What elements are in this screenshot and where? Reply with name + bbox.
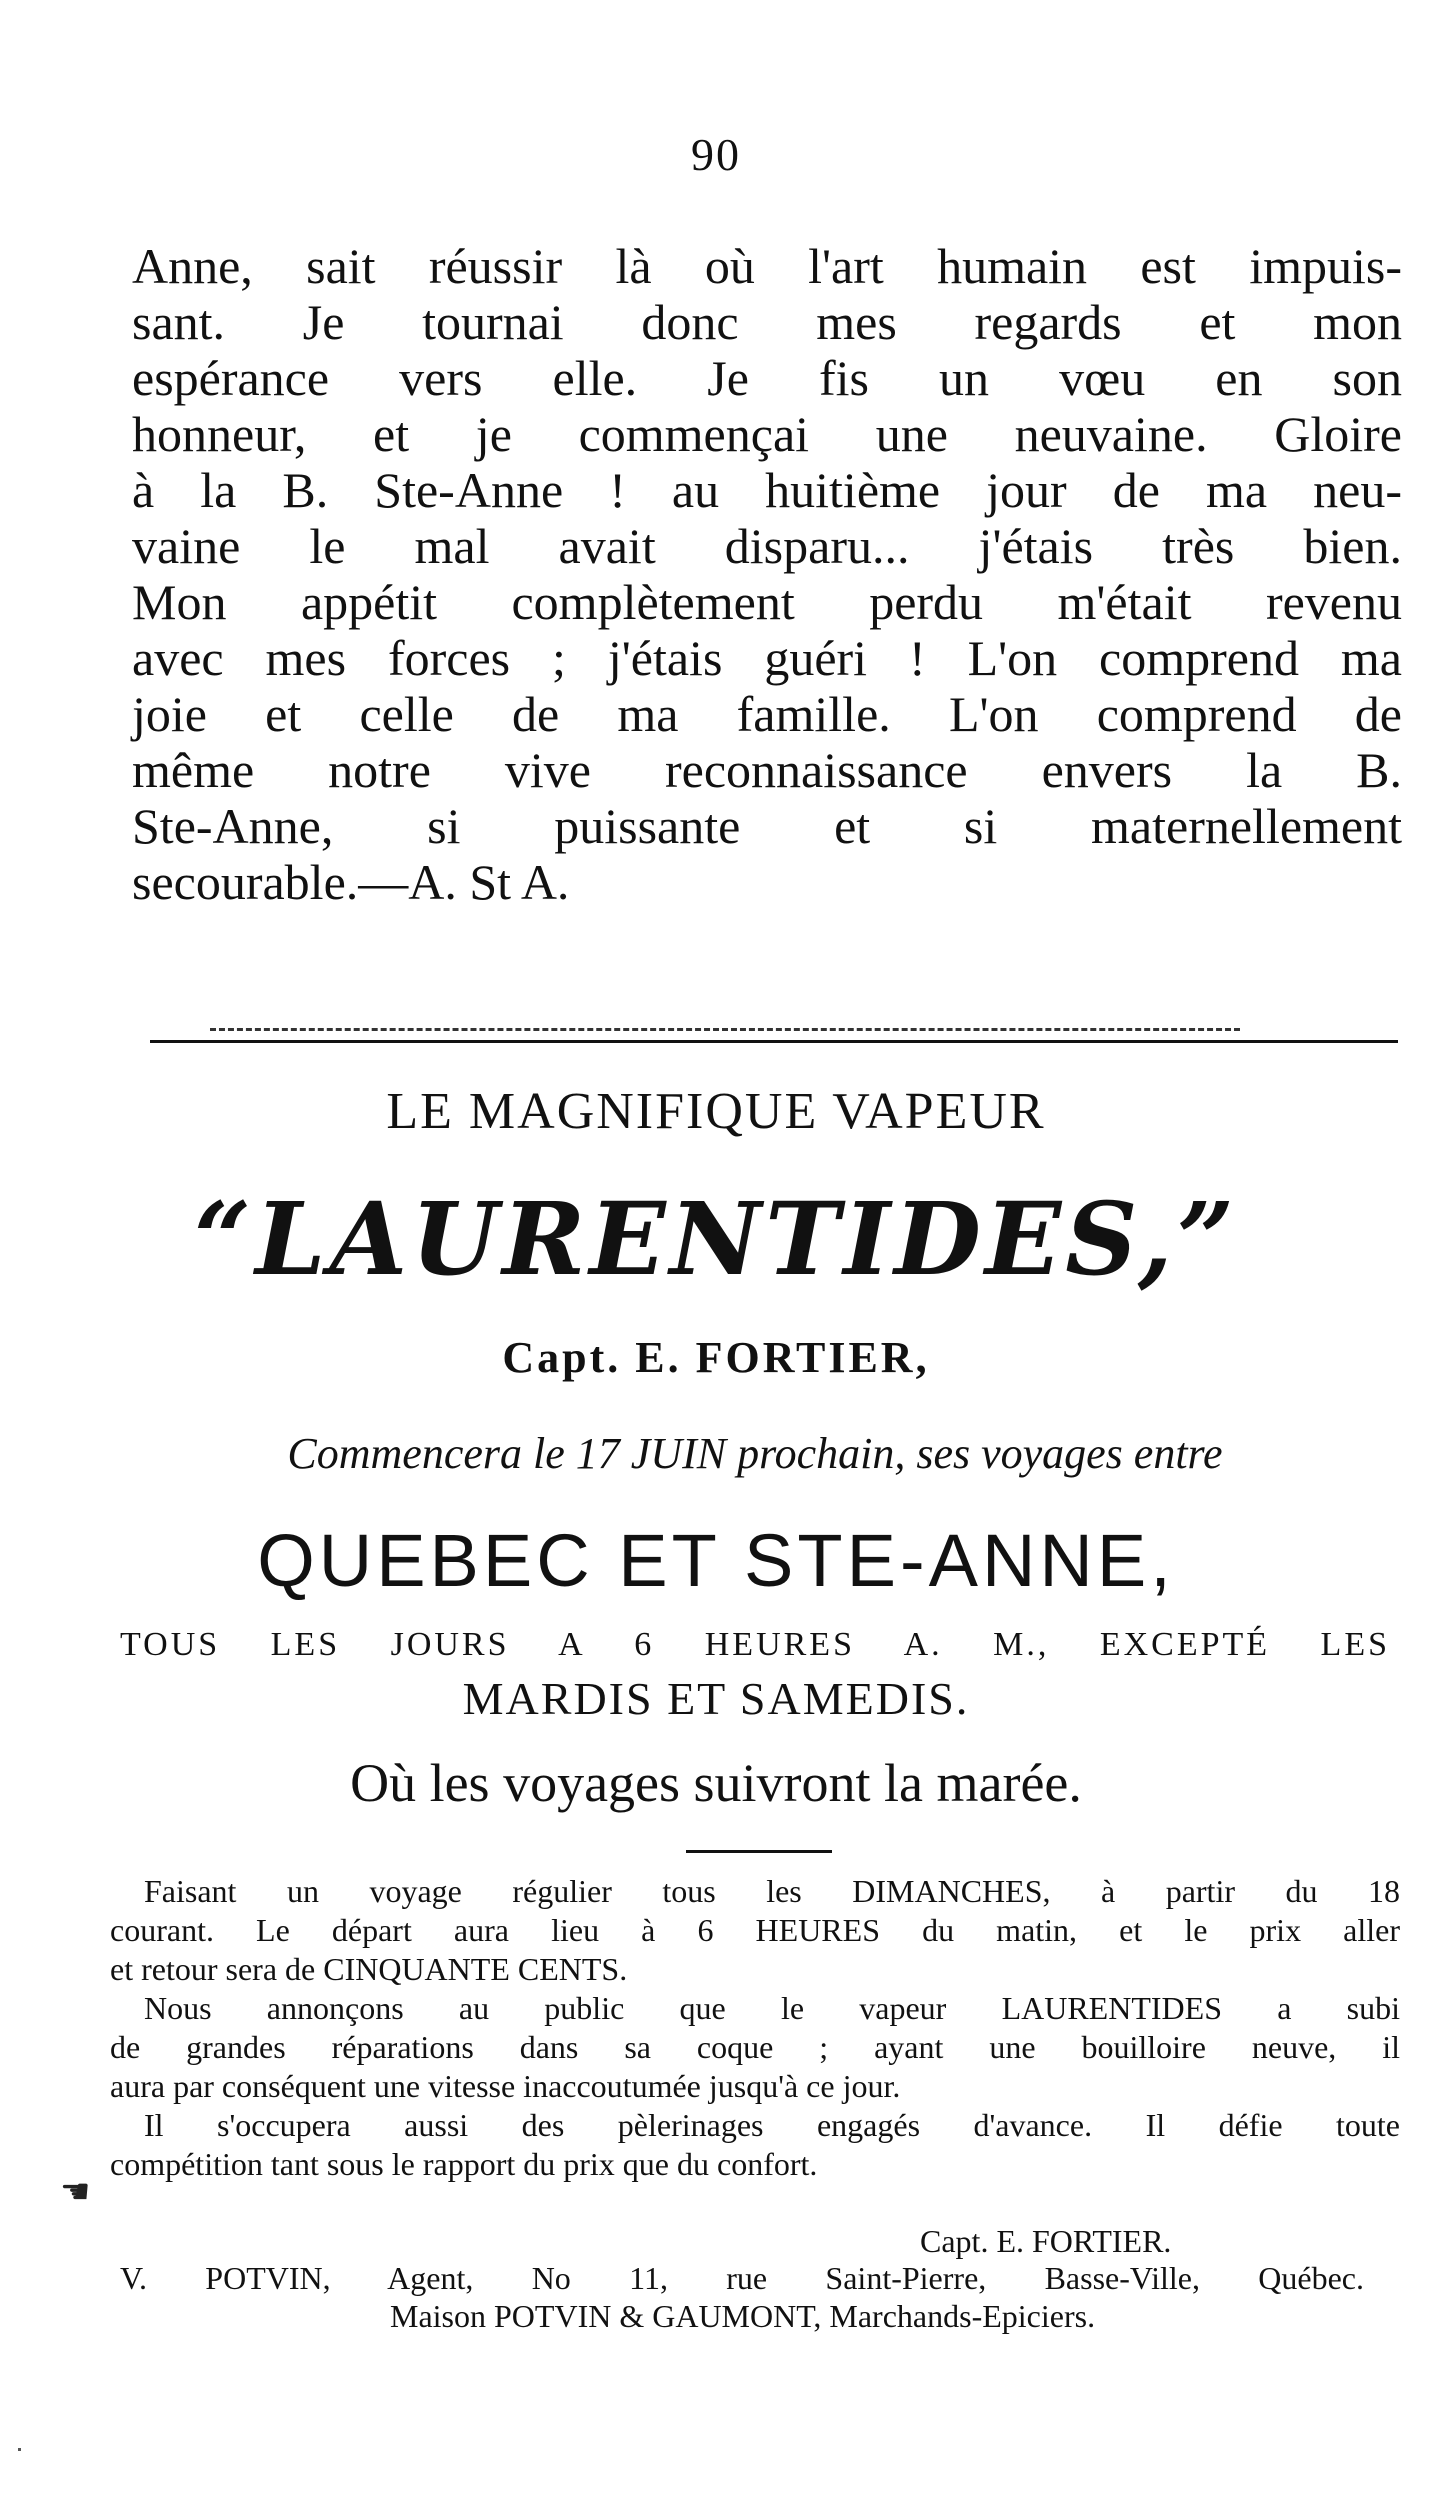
route-title: QUEBEC ET STE-ANNE, [257, 1519, 1175, 1602]
testimonial-paragraph [132, 238, 1402, 910]
notice-line: et retour sera de CINQUANTE CENTS. [110, 1951, 628, 1987]
print-speck [18, 2448, 21, 2451]
merchant-line: Maison POTVIN & GAUMONT, Marchands-Epiciers. [390, 2298, 1096, 2334]
body-line: vaine le mal avait disparu... j'étais très bien. [132, 518, 1402, 574]
notice-line: de grandes réparations dans sa coque ; ayant une bouilloire neuve, il [110, 2029, 1400, 2065]
notice-block [110, 1872, 1400, 2184]
body-line: secourable.—A. St A. [132, 854, 570, 910]
ad-heading: LE MAGNIFIQUE VAPEUR [386, 1083, 1046, 1140]
captain-name: Capt. E. FORTIER, [502, 1333, 930, 1382]
notice-line: Nous annonçons au public que le vapeur LAURENTIDES a subi [144, 1990, 1400, 2026]
body-line: joie et celle de ma famille. L'on comprend de [132, 686, 1402, 742]
signature: Capt. E. FORTIER. [920, 2223, 1172, 2259]
notice-line: Faisant un voyage régulier tous les DIMANCHES, à partir du 18 [144, 1873, 1400, 1909]
ship-name: “LAURENTIDES,” [193, 1180, 1239, 1298]
section-divider [150, 1040, 1398, 1043]
days-line: MARDIS ET SAMEDIS. [462, 1673, 970, 1724]
short-divider [686, 1850, 832, 1853]
body-line: Ste-Anne, si puissante et si maternellement [132, 798, 1402, 854]
commence-line: Commencera le 17 JUIN prochain, ses voyages entre [287, 1429, 1223, 1478]
body-line: espérance vers elle. Je fis un vœu en son [132, 350, 1402, 406]
body-line: avec mes forces ; j'étais guéri ! L'on comprend ma [132, 630, 1402, 686]
notice-line: aura par conséquent une vitesse inaccoutumée jusqu'à ce jour. [110, 2068, 901, 2104]
body-line: sant. Je tournai donc mes regards et mon [132, 294, 1402, 350]
section-divider-dashes [210, 1028, 1240, 1031]
tide-line: Où les voyages suivront la marée. [350, 1753, 1082, 1813]
body-line: Mon appétit complètement perdu m'était revenu [132, 574, 1402, 630]
notice-line: courant. Le départ aura lieu à 6 HEURES du matin, et le prix aller [110, 1912, 1400, 1948]
notice-line: Il s'occupera aussi des pèlerinages engagés d'avance. Il défie toute [144, 2107, 1400, 2143]
body-line: honneur, et je commençai une neuvaine. Gloire [132, 406, 1402, 462]
body-line: à la B. Ste-Anne ! au huitième jour de ma neu- [132, 462, 1402, 518]
body-line: Anne, sait réussir là où l'art humain est impuis- [132, 238, 1402, 294]
notice-line: compétition tant sous le rapport du prix que du confort. [110, 2146, 818, 2182]
schedule-line: TOUS LES JOURS A 6 HEURES A. M., EXCEPTÉ LES [120, 1626, 1390, 1663]
pointing-hand-icon: ☚ [60, 2174, 91, 2211]
page-number: 90 [691, 129, 741, 180]
body-line: même notre vive reconnaissance envers la B. [132, 742, 1402, 798]
agent-line: V. POTVIN, Agent, No 11, rue Saint-Pierre, Basse-Ville, Québec. [120, 2260, 1364, 2296]
